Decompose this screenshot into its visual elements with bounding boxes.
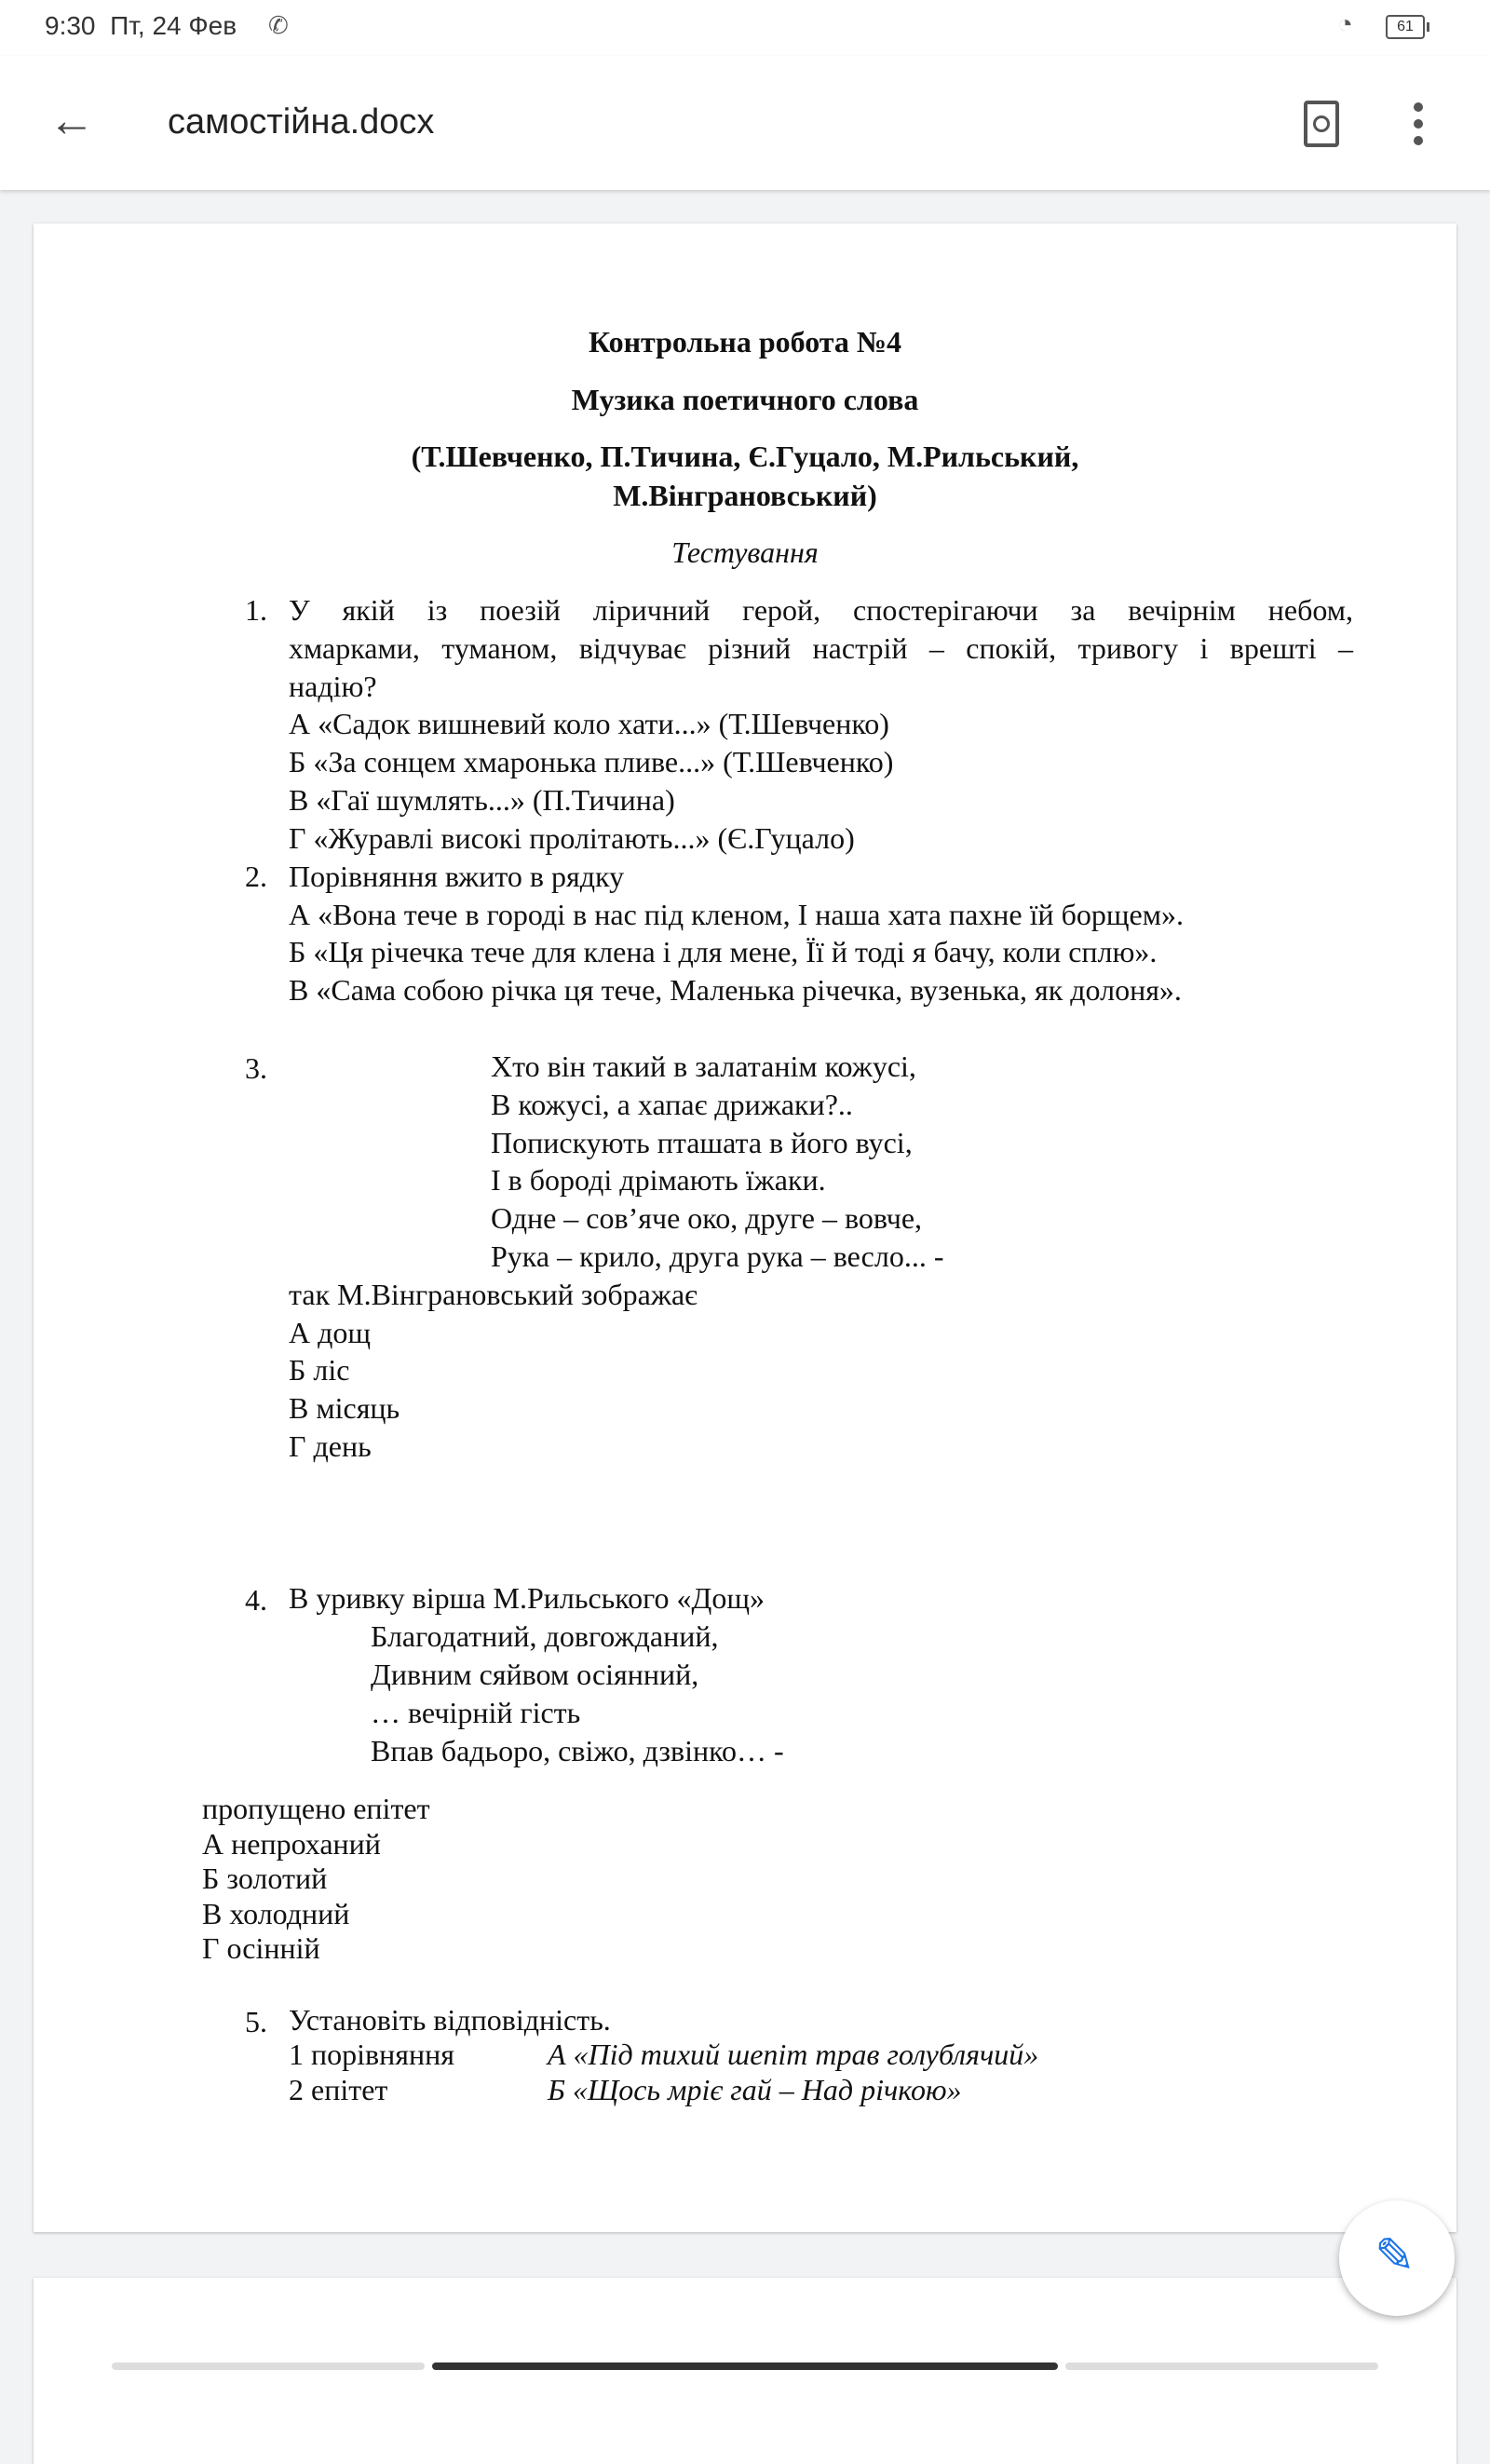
q2-option-b: Б «Ця річечка тече для клена і для мене, Її й тоді я бачу, коли сплю».: [289, 935, 1158, 968]
q4-number: 4.: [245, 1583, 267, 1617]
q3-option-v: В місяць: [289, 1391, 400, 1425]
find-in-document-icon[interactable]: [1304, 101, 1339, 147]
q4-option-g: Г осінній: [202, 1931, 320, 1965]
wifi-icon: ◔: [1337, 9, 1353, 38]
q3-poem-line: Рука – крило, друга рука – весло... -: [491, 1239, 944, 1273]
app-bar: [0, 56, 1490, 190]
q5-right-item: А «Під тихий шепіт трав голублячий»: [548, 2038, 1039, 2071]
battery-icon: 61: [1386, 15, 1425, 39]
doc-heading-1: Контрольна робота №4: [588, 325, 902, 359]
page-scroll-track-right: [1065, 2362, 1378, 2370]
q5-right-item: Б «Щось мріє гай – Над річкою»: [548, 2073, 962, 2106]
q3-poem-line: В кожусі, а хапає дрижаки?..: [491, 1088, 853, 1121]
q2-option-v: В «Сама собою річка ця тече, Маленька річечка, вузенька, як долоня».: [289, 973, 1182, 1007]
q3-poem-line: Одне – сов’яче око, друге – вовче,: [491, 1201, 923, 1235]
q1-option-a: А «Садок вишневий коло хати...» (Т.Шевченко): [289, 707, 889, 740]
pencil-icon: ✎: [1375, 2229, 1416, 2283]
q5-text: Установіть відповідність.: [289, 2003, 611, 2037]
q3-text: так М.Вінграновський зображає: [289, 1278, 698, 1311]
document-page-next: [34, 2278, 1456, 2464]
q2-number: 2.: [245, 860, 267, 893]
q4-poem-line: Впав бадьоро, свіжо, дзвінко… -: [371, 1734, 784, 1767]
q4-option-a: А непроханий: [202, 1827, 381, 1861]
back-arrow-icon[interactable]: ←: [48, 94, 95, 146]
q1-line: У якій із поезій ліричний герой, спостерігаючи за вечірнім небом,: [289, 593, 1353, 627]
q3-poem-line: Попискують пташата в його вусі,: [491, 1126, 913, 1159]
q4-poem-line: … вечірній гість: [371, 1696, 581, 1729]
page-scrollbar[interactable]: [432, 2362, 1058, 2370]
page-scroll-track-left: [112, 2362, 425, 2370]
doc-subheading: Тестування: [671, 535, 819, 569]
doc-heading-4: М.Вінграновський): [613, 479, 877, 512]
q2-text: Порівняння вжито в рядку: [289, 860, 625, 893]
q3-poem-line: Хто він такий в залатанім кожусі,: [491, 1049, 916, 1083]
q3-number: 3.: [245, 1051, 267, 1085]
q1-option-v: В «Гаї шумлять...» (П.Тичина): [289, 783, 675, 817]
q4-prompt: пропущено епітет: [202, 1792, 430, 1825]
q3-option-b: Б ліс: [289, 1353, 350, 1387]
q3-option-a: А дощ: [289, 1316, 372, 1349]
q4-option-b: Б золотий: [202, 1862, 328, 1895]
q1-option-g: Г «Журавлі високі пролітають...» (Є.Гуцало): [289, 821, 855, 855]
document-title: самостійна.docx: [168, 102, 435, 142]
q5-number: 5.: [245, 2005, 267, 2038]
q1-number: 1.: [245, 593, 267, 627]
doc-heading-2: Музика поетичного слова: [571, 383, 919, 416]
status-time: 9:30 Пт, 24 Фев: [45, 11, 237, 40]
q4-poem-line: Благодатний, довгожданий,: [371, 1619, 719, 1653]
q2-option-a: А «Вона тече в городі в нас під кленом, І наша хата пахне їй борщем».: [289, 898, 1184, 931]
q1-line: надію?: [289, 670, 377, 703]
viber-icon: ✆: [268, 11, 289, 39]
q1-line: хмарками, туманом, відчуває різний настрій – спокій, тривогу і врешті –: [289, 631, 1353, 665]
more-options-icon[interactable]: [1414, 102, 1423, 153]
status-bar: [0, 0, 1490, 56]
q5-left-item: 1 порівняння: [289, 2038, 454, 2071]
q1-option-b: Б «За сонцем хмаронька пливе...» (Т.Шевченко): [289, 745, 894, 778]
q5-left-item: 2 епітет: [289, 2073, 388, 2106]
q3-option-g: Г день: [289, 1429, 372, 1463]
q3-poem-line: І в бороді дрімають їжаки.: [491, 1163, 826, 1197]
q4-option-v: В холодний: [202, 1897, 350, 1930]
q4-poem-line: Дивним сяйвом осіянний,: [371, 1658, 699, 1691]
q4-text: В уривку вірша М.Рильського «Дощ»: [289, 1581, 765, 1615]
edit-button[interactable]: [1339, 2200, 1455, 2316]
doc-heading-3: (Т.Шевченко, П.Тичина, Є.Гуцало, М.Рильський,: [411, 440, 1079, 473]
